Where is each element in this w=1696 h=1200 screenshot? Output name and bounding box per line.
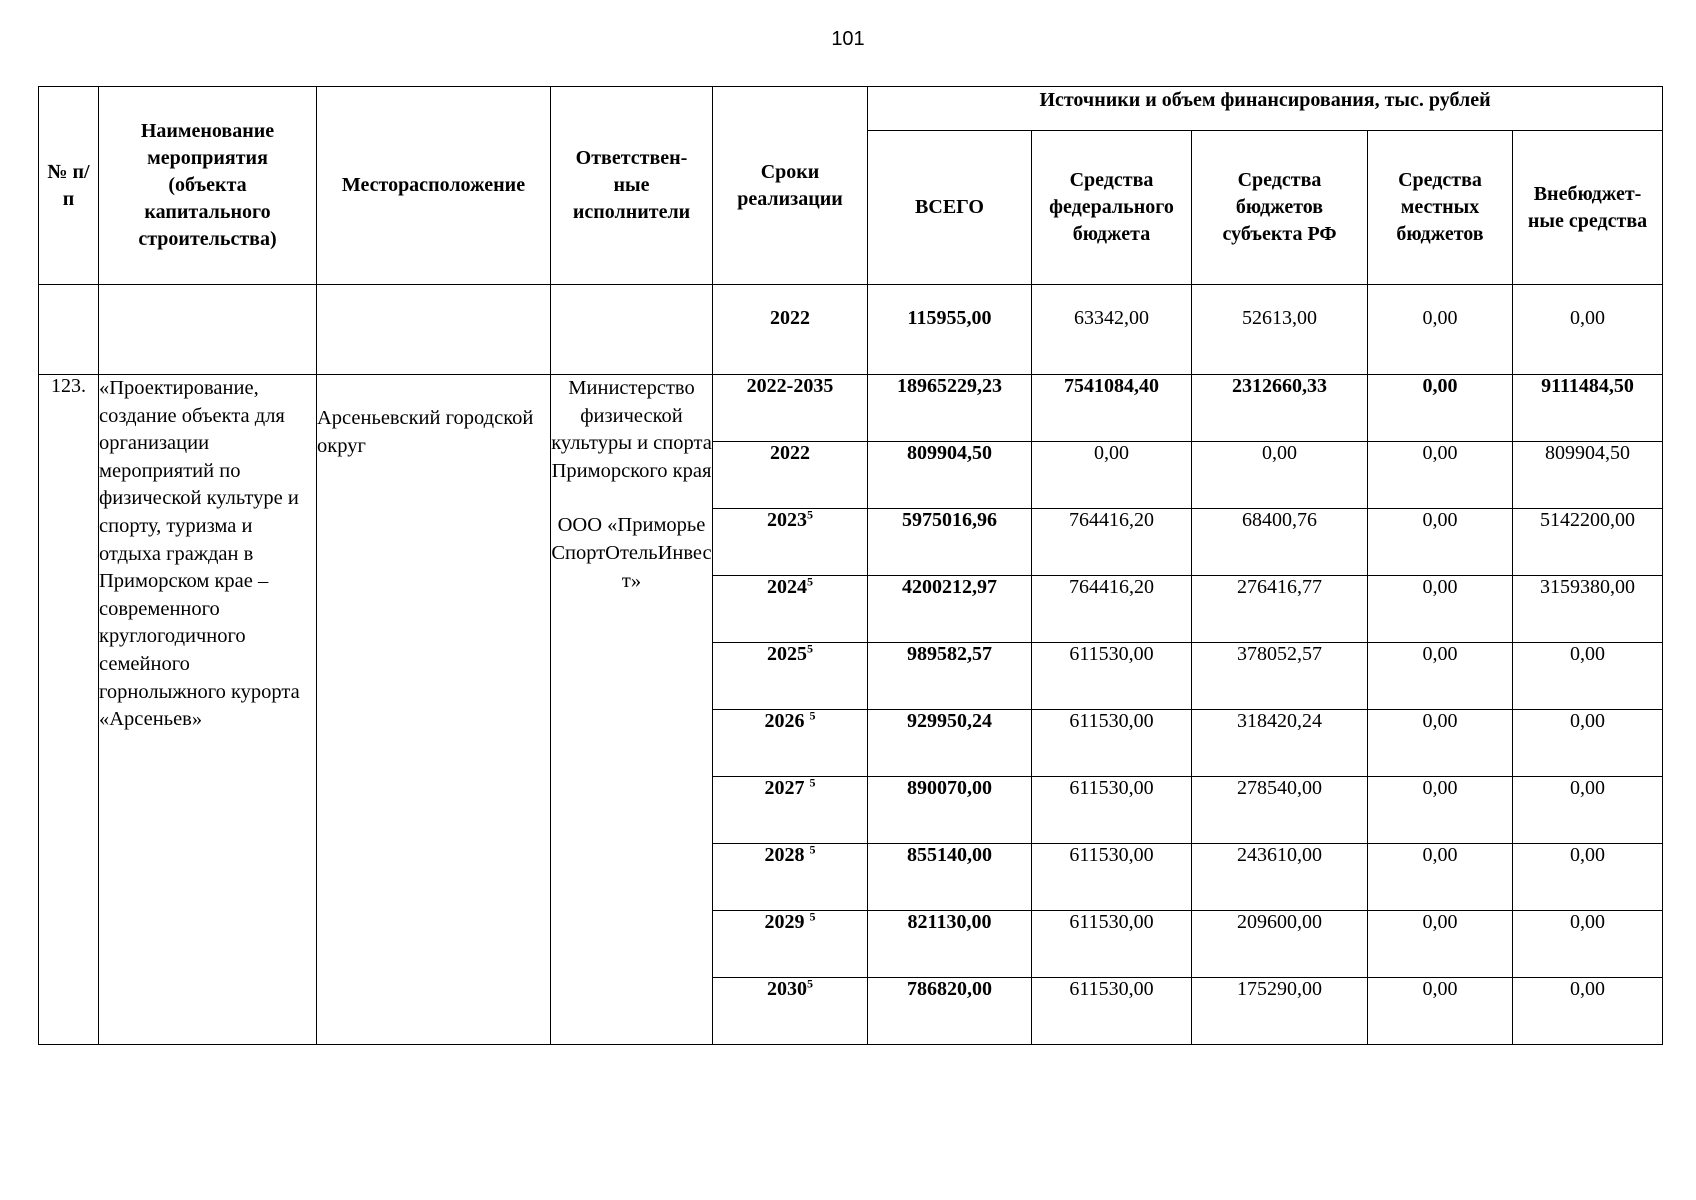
row-local: 0,00 — [1368, 442, 1513, 509]
footnote-mark: 5 — [809, 843, 816, 857]
header-num: № п/п — [39, 87, 99, 285]
row-local: 0,00 — [1368, 777, 1513, 844]
header-funding: Источники и объем финансирования, тыс. рублей — [868, 87, 1663, 131]
executor-company: ООО «Приморье СпортОтельИнвест» — [551, 514, 712, 592]
row-regional: 243610,00 — [1192, 844, 1368, 911]
carry-total: 115955,00 — [868, 285, 1032, 375]
header-local: Средства местных бюджетов — [1368, 131, 1513, 285]
footnote-mark: 5 — [807, 977, 813, 991]
row-regional: 378052,57 — [1192, 643, 1368, 710]
row-total: 855140,00 — [868, 844, 1032, 911]
row-total: 18965229,23 — [868, 375, 1032, 442]
header-terms: Сроки реализации — [713, 87, 868, 285]
row-extra: 9111484,50 — [1513, 375, 1663, 442]
row-local: 0,00 — [1368, 375, 1513, 442]
row-local: 0,00 — [1368, 576, 1513, 643]
header-federal: Средства федерального бюджета — [1032, 131, 1192, 285]
row-total: 929950,24 — [868, 710, 1032, 777]
row-year: 2029 $^5$ — [713, 911, 868, 978]
row-regional: 2312660,33 — [1192, 375, 1368, 442]
row-local: 0,00 — [1368, 978, 1513, 1045]
header-location: Месторасположение — [317, 87, 551, 285]
header-executors: Ответствен-ные исполнители — [551, 87, 713, 285]
row-regional: 276416,77 — [1192, 576, 1368, 643]
row-federal: 611530,00 — [1032, 978, 1192, 1045]
carry-regional: 52613,00 — [1192, 285, 1368, 375]
row-extra: 0,00 — [1513, 844, 1663, 911]
row-federal: 611530,00 — [1032, 643, 1192, 710]
item-name: «Проектирование, создание объекта для организации мероприятий по физической культуре и спорту, туризма и отдыха граждан в Приморском крае – современного круглогодичного семейного горнолыжного курорта «Арсеньев» — [99, 375, 317, 1045]
row-total: 809904,50 — [868, 442, 1032, 509]
row-year: 2024$^5$ — [713, 576, 868, 643]
row-local: 0,00 — [1368, 844, 1513, 911]
footnote-mark: 5 — [809, 709, 816, 723]
row-federal: 764416,20 — [1032, 509, 1192, 576]
footnote-mark: 5 — [807, 642, 813, 656]
row-year: 2028 $^5$ — [713, 844, 868, 911]
row-total: 786820,00 — [868, 978, 1032, 1045]
row-federal: 611530,00 — [1032, 777, 1192, 844]
page-number: 101 — [831, 28, 865, 50]
item-location: Арсеньевский городской округ — [317, 375, 551, 1045]
row-total: 4200212,97 — [868, 576, 1032, 643]
row-extra: 3159380,00 — [1513, 576, 1663, 643]
row-local: 0,00 — [1368, 911, 1513, 978]
row-local: 0,00 — [1368, 509, 1513, 576]
footnote-mark: 5 — [807, 575, 813, 589]
row-regional: 318420,24 — [1192, 710, 1368, 777]
row-federal: 611530,00 — [1032, 844, 1192, 911]
row-extra: 0,00 — [1513, 643, 1663, 710]
row-local: 0,00 — [1368, 643, 1513, 710]
row-year: 2023$^5$ — [713, 509, 868, 576]
item-index: 123. — [39, 375, 99, 1045]
row-total: 821130,00 — [868, 911, 1032, 978]
row-extra: 0,00 — [1513, 777, 1663, 844]
row-extra: 0,00 — [1513, 710, 1663, 777]
carry-federal: 63342,00 — [1032, 285, 1192, 375]
table-header — [39, 87, 1663, 285]
carry-year: 2022 — [713, 285, 868, 375]
row-total: 5975016,96 — [868, 509, 1032, 576]
item-executors — [551, 375, 713, 1045]
footnote-mark: 5 — [807, 508, 813, 522]
row-regional: 175290,00 — [1192, 978, 1368, 1045]
footnote-mark: 5 — [809, 776, 816, 790]
carry-over-row — [39, 285, 1663, 375]
row-federal: 7541084,40 — [1032, 375, 1192, 442]
item-123-body — [39, 375, 1663, 1045]
row-extra: 0,00 — [1513, 911, 1663, 978]
row-federal: 764416,20 — [1032, 576, 1192, 643]
header-name: Наименование мероприятия (объекта капитального строительства) — [99, 87, 317, 285]
header-extra: Внебюджет-ные средства — [1513, 131, 1663, 285]
funding-row — [39, 375, 1663, 442]
row-year: 2022 — [713, 442, 868, 509]
carry-local: 0,00 — [1368, 285, 1513, 375]
funding-table — [38, 86, 1663, 1045]
row-regional: 68400,76 — [1192, 509, 1368, 576]
row-extra: 809904,50 — [1513, 442, 1663, 509]
row-year: 2022-2035 — [713, 375, 868, 442]
row-year: 2030$^5$ — [713, 978, 868, 1045]
row-year: 2026 $^5$ — [713, 710, 868, 777]
row-total: 890070,00 — [868, 777, 1032, 844]
row-regional: 0,00 — [1192, 442, 1368, 509]
header-regional: Средства бюджетов субъекта РФ — [1192, 131, 1368, 285]
row-federal: 611530,00 — [1032, 710, 1192, 777]
row-year: 2027 $^5$ — [713, 777, 868, 844]
row-federal: 0,00 — [1032, 442, 1192, 509]
row-total: 989582,57 — [868, 643, 1032, 710]
row-extra: 0,00 — [1513, 978, 1663, 1045]
row-extra: 5142200,00 — [1513, 509, 1663, 576]
row-regional: 209600,00 — [1192, 911, 1368, 978]
executor-ministry: Министерство физической культуры и спорта Приморского края — [551, 377, 712, 482]
carry-extra: 0,00 — [1513, 285, 1663, 375]
row-federal: 611530,00 — [1032, 911, 1192, 978]
row-year: 2025$^5$ — [713, 643, 868, 710]
row-regional: 278540,00 — [1192, 777, 1368, 844]
header-total: ВСЕГО — [868, 131, 1032, 285]
row-local: 0,00 — [1368, 710, 1513, 777]
footnote-mark: 5 — [809, 910, 816, 924]
